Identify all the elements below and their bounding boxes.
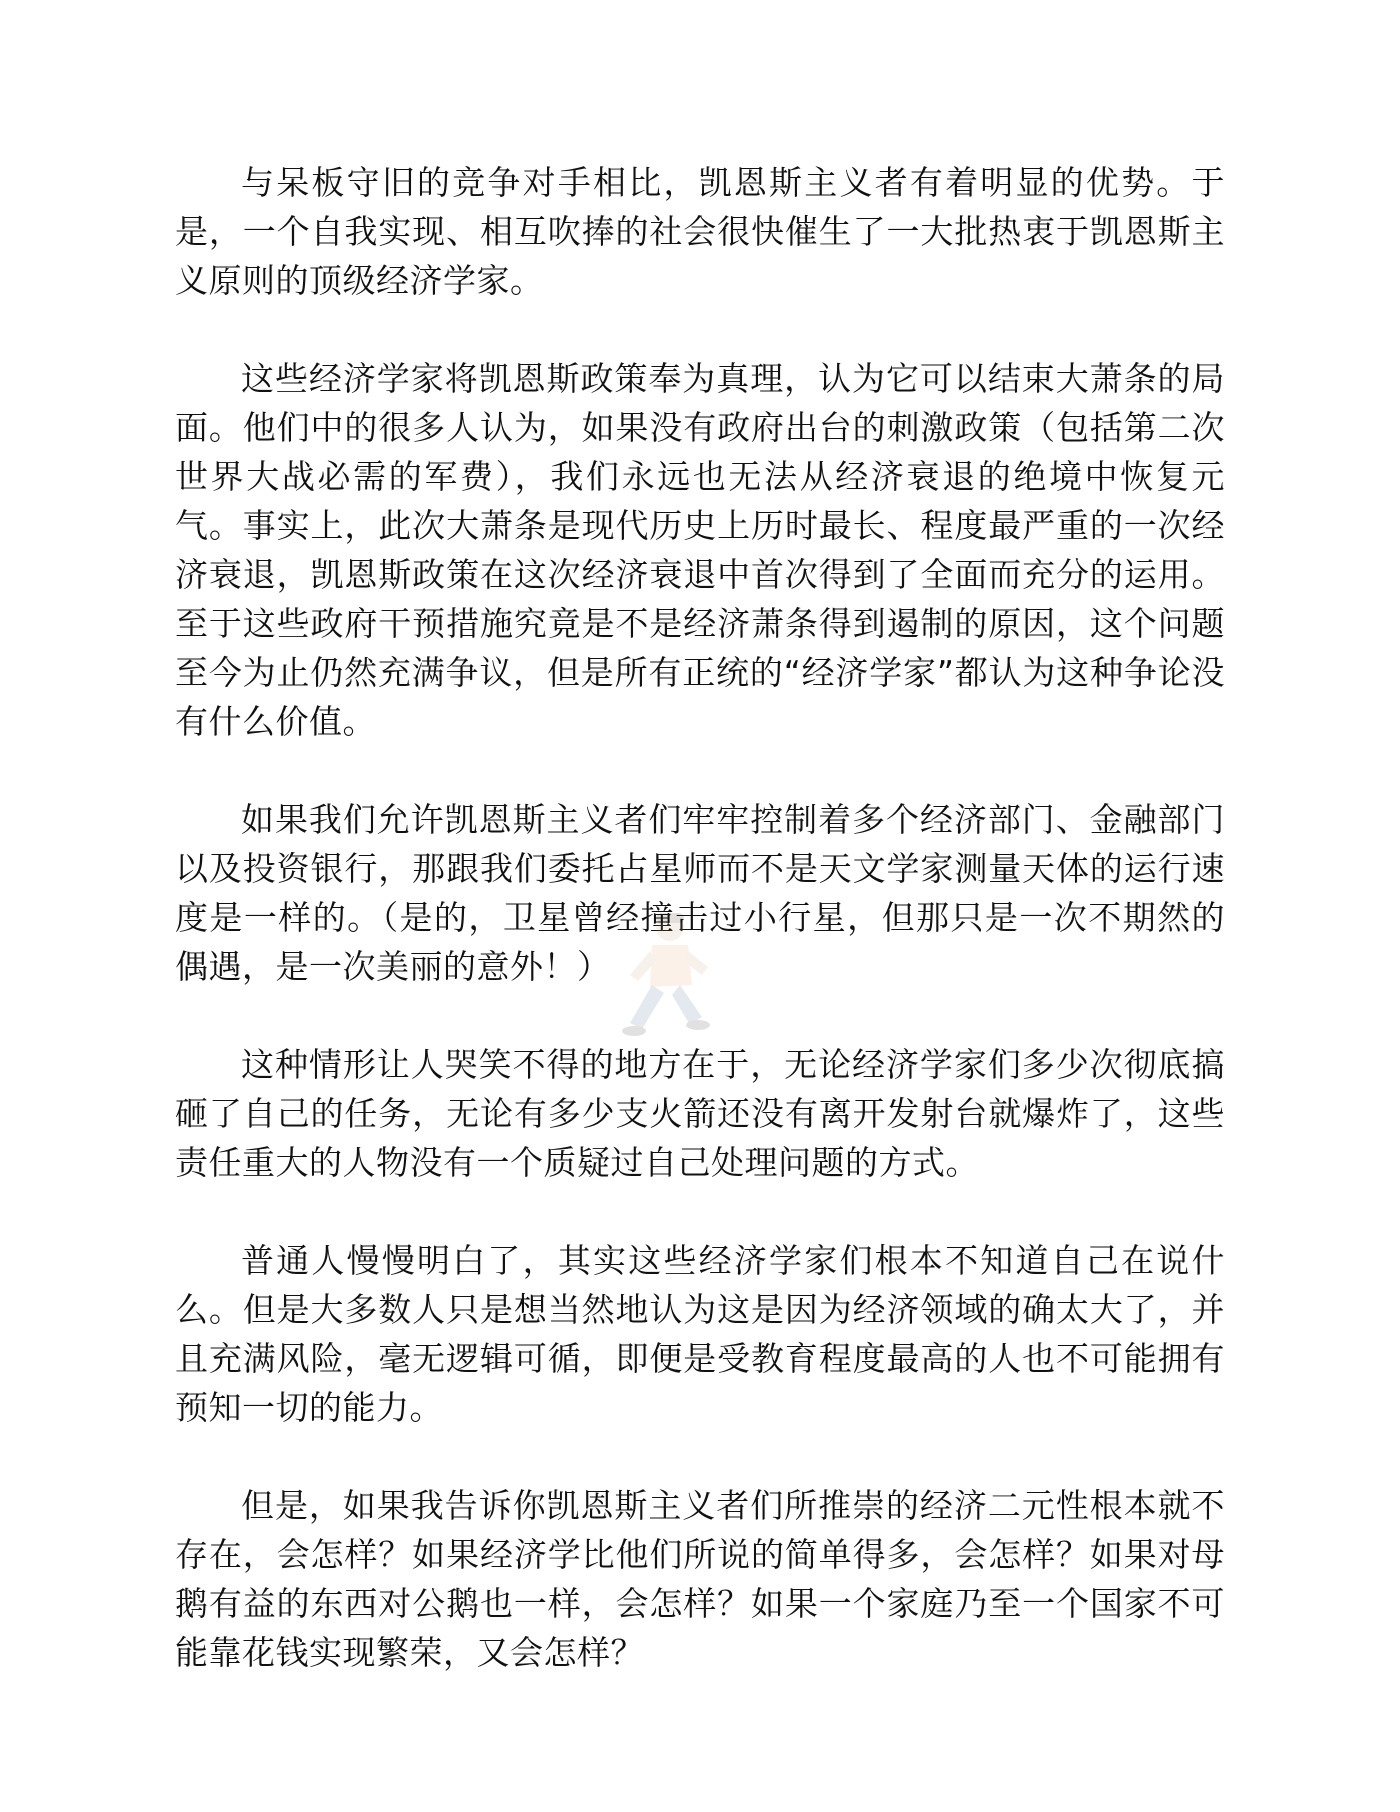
paragraph-1: 与呆板守旧的竞争对手相比，凯恩斯主义者有着明显的优势。于是，一个自我实现、相互吹捧的社会很快催生了一大批热衷于凯恩斯主义原则的顶级经济学家。 — [175, 163, 1225, 300]
paragraph-4: 这种情形让人哭笑不得的地方在于，无论经济学家们多少次彻底搞砸了自己的任务，无论有多少支火箭还没有离开发射台就爆炸了，这些责任重大的人物没有一个质疑过自己处理问题的方式。 — [175, 1045, 1225, 1182]
paragraph-5: 普通人慢慢明白了，其实这些经济学家们根本不知道自己在说什么。但是大多数人只是想当然地认为这是因为经济领域的确太大了，并且充满风险，毫无逻辑可循，即便是受教育程度最高的人也不可能拥有预知一切的能力。 — [175, 1241, 1225, 1427]
paragraph-2: 这些经济学家将凯恩斯政策奉为真理，认为它可以结束大萧条的局面。他们中的很多人认为，如果没有政府出台的刺激政策（包括第二次世界大战必需的军费），我们永远也无法从经济衰退的绝境中恢复元气。事实上，此次大萧条是现代历史上历时最长、程度最严重的一次经济衰退，凯恩斯政策在这次经济衰退中首次得到了全面而充分的运用。至于这些政府干预措施究竟是不是经济萧条得到遏制的原因，这个问题至今为止仍然充满争议，但是所有正统的“经济学家”都认为这种争论没有什么价值。 — [175, 359, 1225, 741]
paragraph-6: 但是，如果我告诉你凯恩斯主义者们所推崇的经济二元性根本就不存在，会怎样？如果经济学比他们所说的简单得多，会怎样？如果对母鹅有益的东西对公鹅也一样，会怎样？如果一个家庭乃至一个国家不可能靠花钱实现繁荣，又会怎样？ — [175, 1486, 1225, 1672]
running-figure-icon — [590, 905, 740, 1055]
paragraph-3: 如果我们允许凯恩斯主义者们牢牢控制着多个经济部门、金融部门以及投资银行，那跟我们委托占星师而不是天文学家测量天体的运行速度是一样的。（是的，卫星曾经撞击过小行星，但那只是一次不期然的偶遇，是一次美丽的意外！） — [175, 800, 1225, 986]
